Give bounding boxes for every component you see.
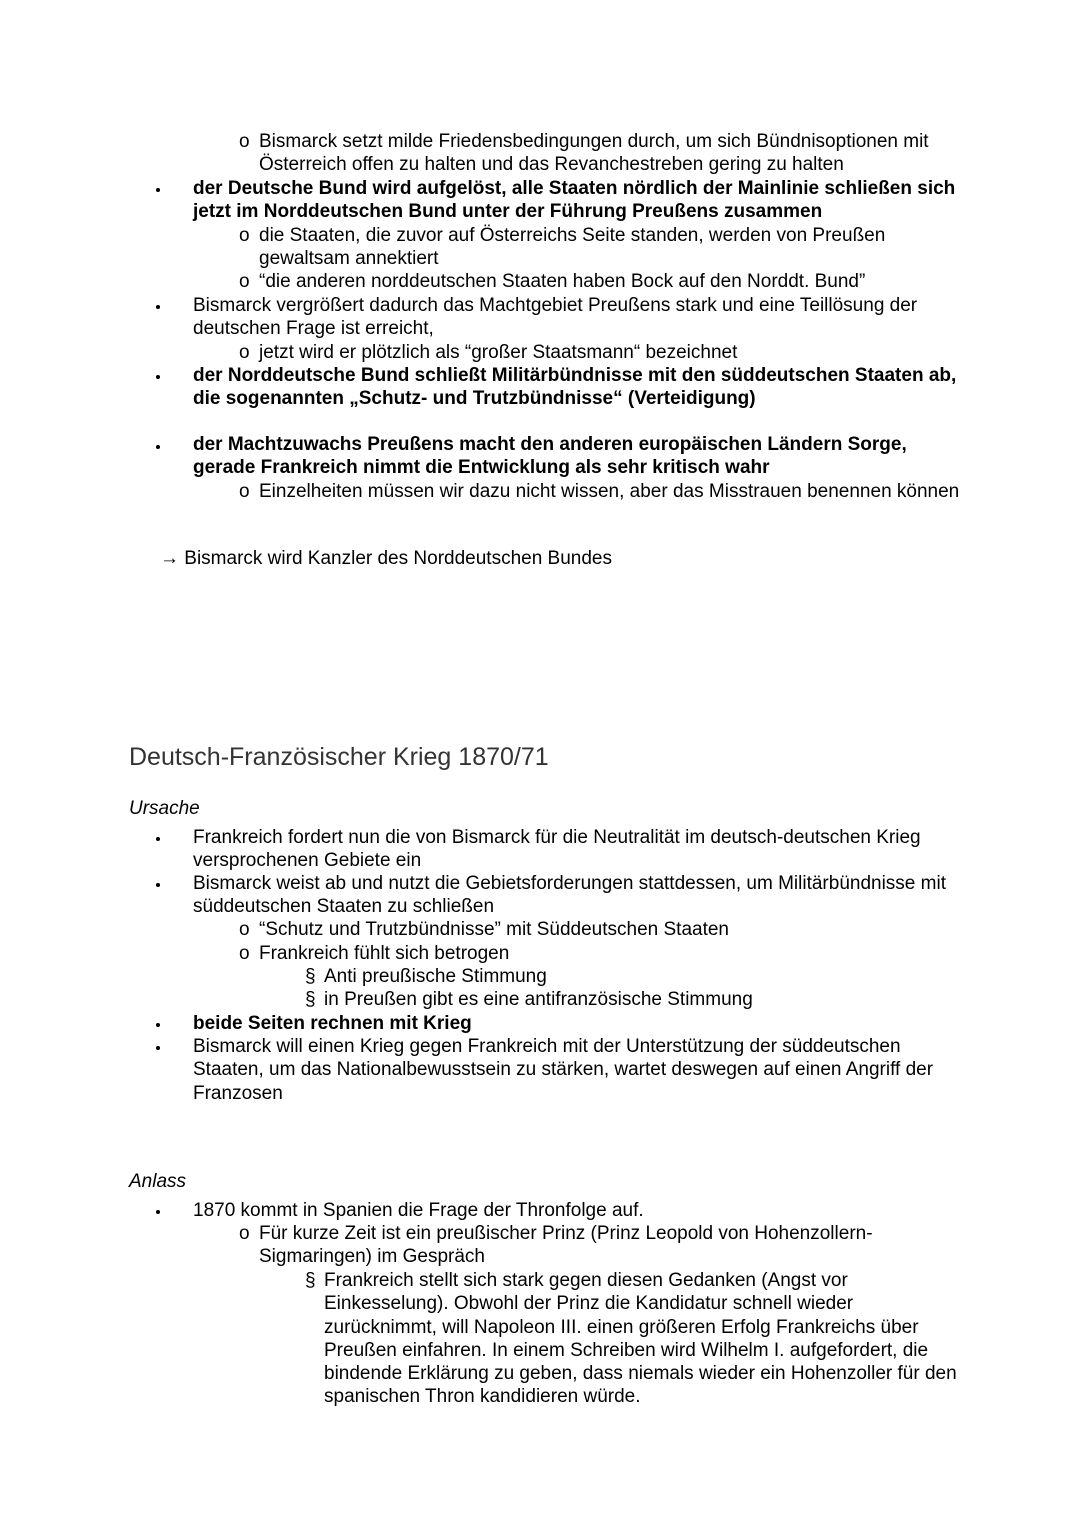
list-item: § in Preußen gibt es eine antifranzösische Stimmung xyxy=(305,989,753,1010)
section-heading: Deutsch-Französischer Krieg 1870/71 xyxy=(129,743,549,771)
bullet-icon xyxy=(156,837,160,841)
conclusion-line: → Bismarck wird Kanzler des Norddeutschen Bundes xyxy=(160,548,612,569)
circle-marker: o xyxy=(239,943,250,964)
circle-marker: o xyxy=(239,481,250,502)
list-item: o Für kurze Zeit ist ein preußischer Prinz (Prinz Leopold von Hohenzollern-Sigmaringen) im Gespräch xyxy=(239,1223,873,1268)
list-item: der Machtzuwachs Preußens macht den anderen europäischen Ländern Sorge, gerade Frankreich nimmt die Entwicklung als sehr kritisch wahr xyxy=(193,434,907,479)
bullet-icon xyxy=(156,883,160,887)
circle-marker: o xyxy=(239,919,250,940)
subheading-anlass: Anlass xyxy=(129,1171,187,1192)
bullet-icon xyxy=(156,375,160,379)
list-item: Bismarck vergrößert dadurch das Machtgebiet Preußens stark und eine Teillösung der deutschen Frage ist erreicht, xyxy=(193,295,918,340)
section-sign-marker: § xyxy=(305,989,316,1010)
section-sign-marker: § xyxy=(305,966,316,987)
list-item: der Norddeutsche Bund schließt Militärbündnisse mit den süddeutschen Staaten ab, die sogenannten „Schutz- und Trutzbündnisse“ (Verteidigung) xyxy=(193,365,957,410)
circle-marker: o xyxy=(239,225,250,246)
list-item: o “die anderen norddeutschen Staaten haben Bock auf den Norddt. Bund” xyxy=(239,271,866,292)
list-item: o die Staaten, die zuvor auf Österreichs Seite standen, werden von Preußen gewaltsam annektiert xyxy=(239,225,886,270)
list-item: o jetzt wird er plötzlich als “großer Staatsmann“ bezeichnet xyxy=(239,342,738,363)
subheading-ursache: Ursache xyxy=(129,798,200,819)
list-item: der Deutsche Bund wird aufgelöst, alle Staaten nördlich der Mainlinie schließen sich jetzt im Norddeutschen Bund unter der Führung Preußens zusammen xyxy=(193,178,956,223)
list-item: o Bismarck setzt milde Friedensbedingungen durch, um sich Bündnisoptionen mit Österreich offen zu halten und das Revanchestreben gering zu halten xyxy=(239,131,929,176)
circle-marker: o xyxy=(239,1223,250,1244)
list-item: § Anti preußische Stimmung xyxy=(305,966,547,987)
bullet-icon xyxy=(156,305,160,309)
section-sign-marker: § xyxy=(305,1270,316,1291)
bullet-icon xyxy=(156,188,160,192)
circle-marker: o xyxy=(239,131,250,152)
list-item: o Einzelheiten müssen wir dazu nicht wissen, aber das Misstrauen benennen können xyxy=(239,481,960,502)
list-item: Bismarck will einen Krieg gegen Frankreich mit der Unterstützung der süddeutschen Staaten, um das Nationalbewusstsein zu stärken, wartet deswegen auf einen Angriff der Franzosen xyxy=(193,1036,934,1104)
bullet-icon xyxy=(156,445,160,449)
list-item: 1870 kommt in Spanien die Frage der Thronfolge auf. xyxy=(193,1200,644,1221)
circle-marker: o xyxy=(239,271,250,292)
bullet-icon xyxy=(156,1023,160,1027)
list-item: § Frankreich stellt sich stark gegen diesen Gedanken (Angst vor Einkesselung). Obwohl der Prinz die Kandidatur schnell wieder zurücknimmt, will Napoleon III. einen größeren Erfolg Frankreichs über Preußen einfahren. In einem Schreiben wird Wilhelm I. aufgefordert, die bindende Erklärung zu geben, dass niemals wieder ein Hohenzoller für den spanischen Thron kandidieren würde. xyxy=(305,1270,957,1408)
list-item: beide Seiten rechnen mit Krieg xyxy=(193,1013,472,1034)
list-item: Frankreich fordert nun die von Bismarck für die Neutralität im deutsch-deutschen Krieg versprochenen Gebiete ein xyxy=(193,827,921,872)
bullet-icon xyxy=(156,1046,160,1050)
list-item: Bismarck weist ab und nutzt die Gebietsforderungen stattdessen, um Militärbündnisse mit süddeutschen Staaten zu schließen xyxy=(193,873,946,918)
circle-marker: o xyxy=(239,342,250,363)
bullet-icon xyxy=(156,1210,160,1214)
list-item: o “Schutz und Trutzbündnisse” mit Süddeutschen Staaten xyxy=(239,919,729,940)
list-item: o Frankreich fühlt sich betrogen xyxy=(239,943,510,964)
